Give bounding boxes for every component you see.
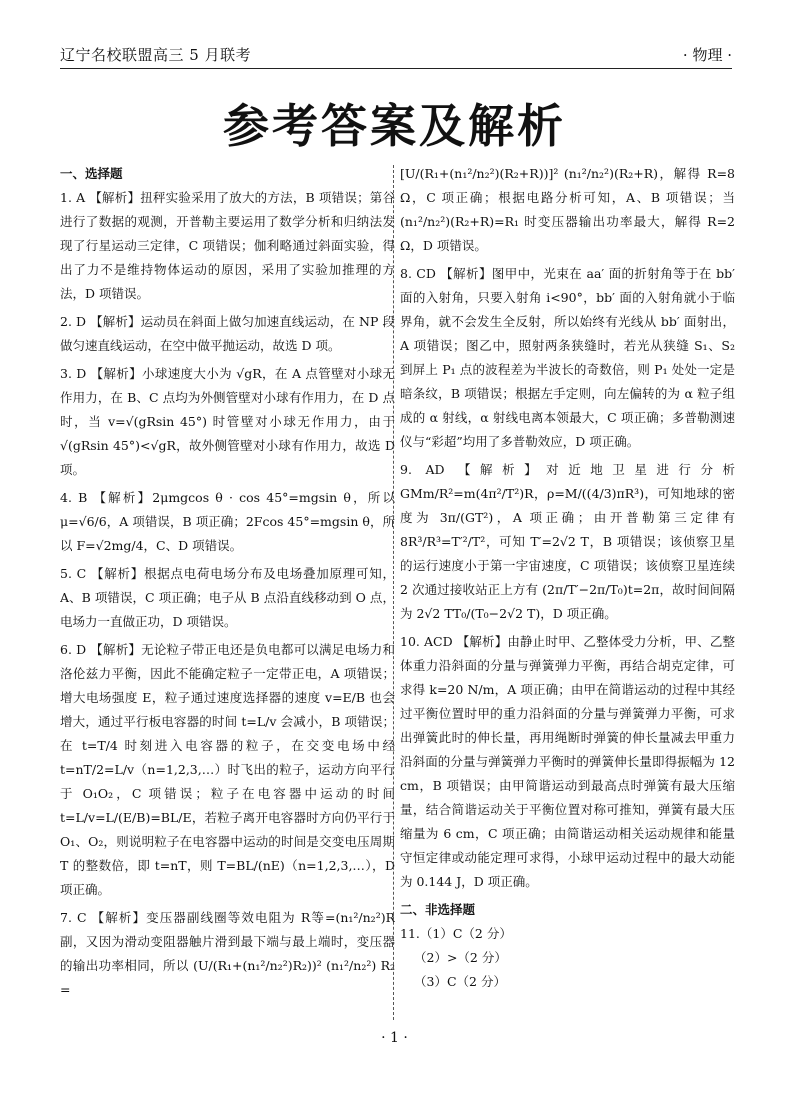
answer-item-10: 10. ACD 【解析】由静止时甲、乙整体受力分析，甲、乙整体重力沿斜面的分量与弹簧弹力平衡，再结合胡克定律，可求得 k=20 N/m，A 项正确；由甲在简谐运动的过程中其经过平衡位置时甲的重力沿斜面的分量与弹簧弹力平衡，可求出弹簧此时的伸长量，再用绳断时弹簧的伸长量减去甲重力沿斜面的分量与弹簧弹力平衡时的弹簧伸长量即得振幅为 12 cm，B 项错误；由甲简谐运动到最高点时弹簧有最大压缩量，结合简谐运动关于平衡位置对称可推知，弹簧有最大压缩量为 6 cm，C 项正确；由简谐运动相关运动规律和能量守恒定律或动能定理可求得，小球甲运动过程中的最大动能为 0.144 J，D 项正确。 <box>400 634 735 889</box>
subject-label: · 物理 · <box>682 46 732 64</box>
answer-item-11-part3: （3）C（2 分） <box>414 974 506 989</box>
answer-item-8: 8. CD 【解析】图甲中，光束在 aa′ 面的折射角等于在 bb′ 面的入射角，只要入射角 i<90°，bb′ 面的入射角就小于临界角，就不会发生全反射，所以始终有光线从 bb′ 面射出，A 项错误；图乙中，照射两条狭缝时，若光从狭缝 S₁、S₂ 到屏上 P₁ 点的波程差为半波长的奇数倍，则 P₁ 处处一定是暗条纹，B 项错误；根据左手定则，向左偏转的为 α 粒子组成的 α 射线，α 射线电离本领最大，C 项正确；多普勒测速仪与“彩超”均用了多普勒效应，D 项正确。 <box>400 266 735 449</box>
section-heading-nonchoice: 二、非选择题 <box>400 902 476 917</box>
answer-item-6: 6. D 【解析】无论粒子带正电还是负电都可以满足电场力和洛伦兹力平衡，因此不能确定粒子一定带正电，A 项错误；增大电场强度 E，粒子通过速度选择器的速度 v=E/B 也会增大，通过平行板电容器的时间 t=L/v 会减小，B 项错误；在 t=T/4 时刻进入电容器的粒子，在交变电场中经 t=nT/2=L/v（n=1,2,3,…）时飞出的粒子，运动方向平行于 O₁O₂，C 项错误；粒子在电容器中运动的时间 t=L/v=L/(E/B)=BL/E，若粒子离开电容器时方向仍平行于 O₁、O₂，则说明粒子在电容器中运动的时间是交变电压周期 T 的整数倍，即 t=nT，则 T=BL/(nE)（n=1,2,3,…），D 项正确。 <box>60 642 395 897</box>
answer-item-3: 3. D 【解析】小球速度大小为 √gR，在 A 点管壁对小球无作用力，在 B、C 点均为外侧管壁对小球有作用力，在 D 点时，当 v=√(gRsin 45°) 时管壁对小球无作用力，由于 √(gRsin 45°)<√gR，故外侧管壁对小球有作用力，故选 D 项。 <box>60 366 395 477</box>
right-column <box>400 162 735 1022</box>
section-heading-choice: 一、选择题 <box>60 166 123 181</box>
page-header <box>60 44 732 69</box>
answer-item-7-continued: [U/(R₁+(n₁²/n₂²)(R₂+R))]² (n₁²/n₂²)(R₂+R)，解得 R=8 Ω，C 项正确；根据电路分析可知，A、B 项错误；当 (n₁²/n₂²)(R₂+R)=R₁ 时变压器输出功率最大，解得 R=2 Ω，D 项错误。 <box>400 166 735 253</box>
answer-item-5: 5. C 【解析】根据点电荷电场分布及电场叠加原理可知，A、B 项错误，C 项正确；电子从 B 点沿直线移动到 O 点，电场力一直做正功，D 项错误。 <box>60 566 395 629</box>
page-number: · 1 · <box>381 1030 408 1046</box>
answer-item-2: 2. D 【解析】运动员在斜面上做匀加速直线运动，在 NP 段做匀速直线运动，在空中做平抛运动，故选 D 项。 <box>60 314 395 353</box>
answer-item-4: 4. B 【解析】2μmgcos θ · cos 45°=mgsin θ，所以 μ=√6/6，A 项错误，B 项正确；2Fcos 45°=mgsin θ，所以 F=√2mg/4，C、D 项错误。 <box>60 490 395 553</box>
answer-item-1: 1. A 【解析】扭秤实验采用了放大的方法，B 项错误；第谷进行了数据的观测，开普勒主要运用了数学分析和归纳法发现了行星运动三定律，C 项错误；伽利略通过斜面实验，得出了力不是维持物体运动的原因，采用了实验加推理的方法，D 项错误。 <box>60 190 395 301</box>
left-column <box>60 162 395 1022</box>
exam-name: 辽宁名校联盟高三 5 月联考 <box>60 46 252 64</box>
answer-item-11-part1: 11.（1）C（2 分） <box>400 926 512 941</box>
page-title: 参考答案及解析 <box>223 99 566 153</box>
answer-item-11-part2: （2）>（2 分） <box>414 950 507 965</box>
answer-item-7: 7. C 【解析】变压器副线圈等效电阻为 R等=(n₁²/n₂²)R副，又因为滑动变阻器触片滑到最下端与最上端时，变压器的输出功率相同，所以 (U/(R₁+(n₁²/n₂²)R₂))² (n₁²/n₂²) R₂ = <box>60 910 395 997</box>
column-divider <box>393 165 394 1020</box>
answer-item-9: 9. AD 【解析】对近地卫星进行分析 GMm/R²=m(4π²/T²)R，ρ=M/((4/3)πR³)，可知地球的密度为 3π/(GT²)，A 项正确；由开普勒第三定律有 8R³/R³=T′²/T²，可知 T′=2√2 T，B 项错误；该侦察卫星的运行速度小于第一宇宙速度，C 项错误；该侦察卫星连续 2 次通过接收站正上方有 (2π/T′−2π/T₀)t=2π，故时间间隔为 2√2 TT₀/(T₀−2√2 T)，D 项正确。 <box>400 462 735 621</box>
